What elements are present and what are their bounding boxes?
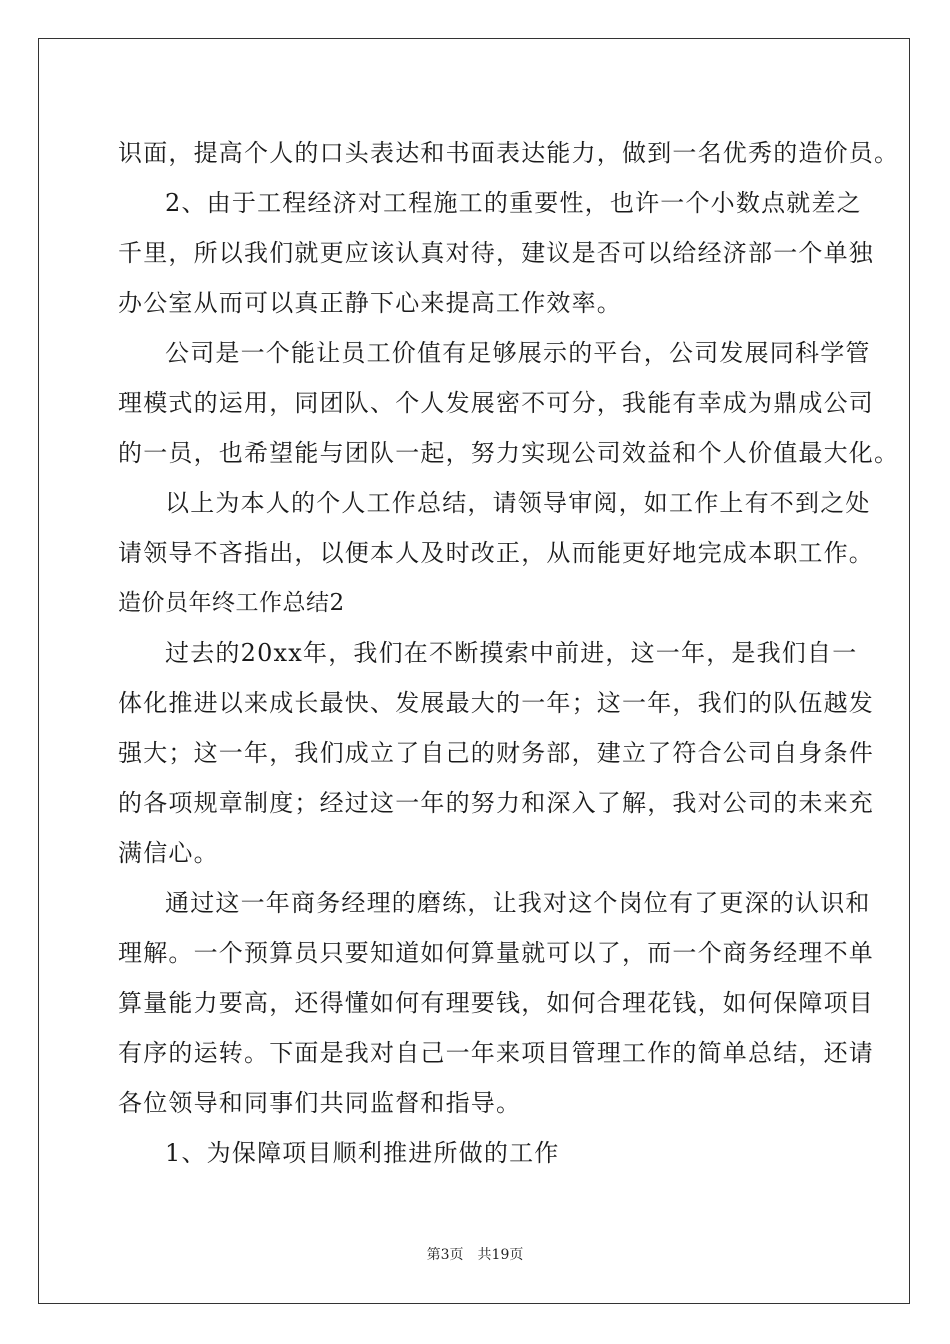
text-line: 各位领导和同事们共同监督和指导。	[118, 1089, 522, 1117]
text-line: 的各项规章制度；经过这一年的努力和深入了解，我对公司的未来充	[118, 789, 874, 817]
text-line: 通过这一年商务经理的磨练，让我对这个岗位有了更深的认识和	[165, 889, 871, 917]
text-line: 体化推进以来成长最快、发展最大的一年；这一年，我们的队伍越发	[118, 689, 874, 717]
text-line: 请领导不吝指出，以便本人及时改正，从而能更好地完成本职工作。	[118, 539, 874, 567]
text-line: 理模式的运用，同团队、个人发展密不可分，我能有幸成为鼎成公司	[118, 389, 874, 417]
text-line: 公司是一个能让员工价值有足够展示的平台，公司发展同科学管	[165, 339, 871, 367]
text-line: 千里，所以我们就更应该认真对待，建议是否可以给经济部一个单独	[118, 239, 874, 267]
text-line: 算量能力要高，还得懂如何有理要钱，如何合理花钱，如何保障项目	[118, 989, 874, 1017]
text-line: 2、由于工程经济对工程施工的重要性，也许一个小数点就差之	[165, 189, 862, 217]
text-line: 1、为保障项目顺利推进所做的工作	[165, 1139, 560, 1167]
text-line: 理解。一个预算员只要知道如何算量就可以了，而一个商务经理不单	[118, 939, 874, 967]
text-line: 办公室从而可以真正静下心来提高工作效率。	[118, 289, 622, 317]
text-line: 以上为本人的个人工作总结，请领导审阅，如工作上有不到之处	[165, 489, 871, 517]
text-line: 有序的运转。下面是我对自己一年来项目管理工作的简单总结，还请	[118, 1039, 874, 1067]
text-line: 强大；这一年，我们成立了自己的财务部，建立了符合公司自身条件	[118, 739, 874, 767]
text-line: 的一员，也希望能与团队一起，努力实现公司效益和个人价值最大化。	[118, 439, 900, 467]
page-total: 共19页	[477, 1247, 524, 1263]
page-number: 第3页	[426, 1247, 464, 1263]
text-line: 满信心。	[118, 839, 219, 867]
text-line: 识面，提高个人的口头表达和书面表达能力，做到一名优秀的造价员。	[118, 139, 900, 167]
section-heading: 造价员年终工作总结2	[118, 590, 345, 616]
text-line: 过去的20xx年，我们在不断摸索中前进，这一年，是我们自一	[165, 639, 858, 667]
page-footer	[0, 1246, 950, 1264]
